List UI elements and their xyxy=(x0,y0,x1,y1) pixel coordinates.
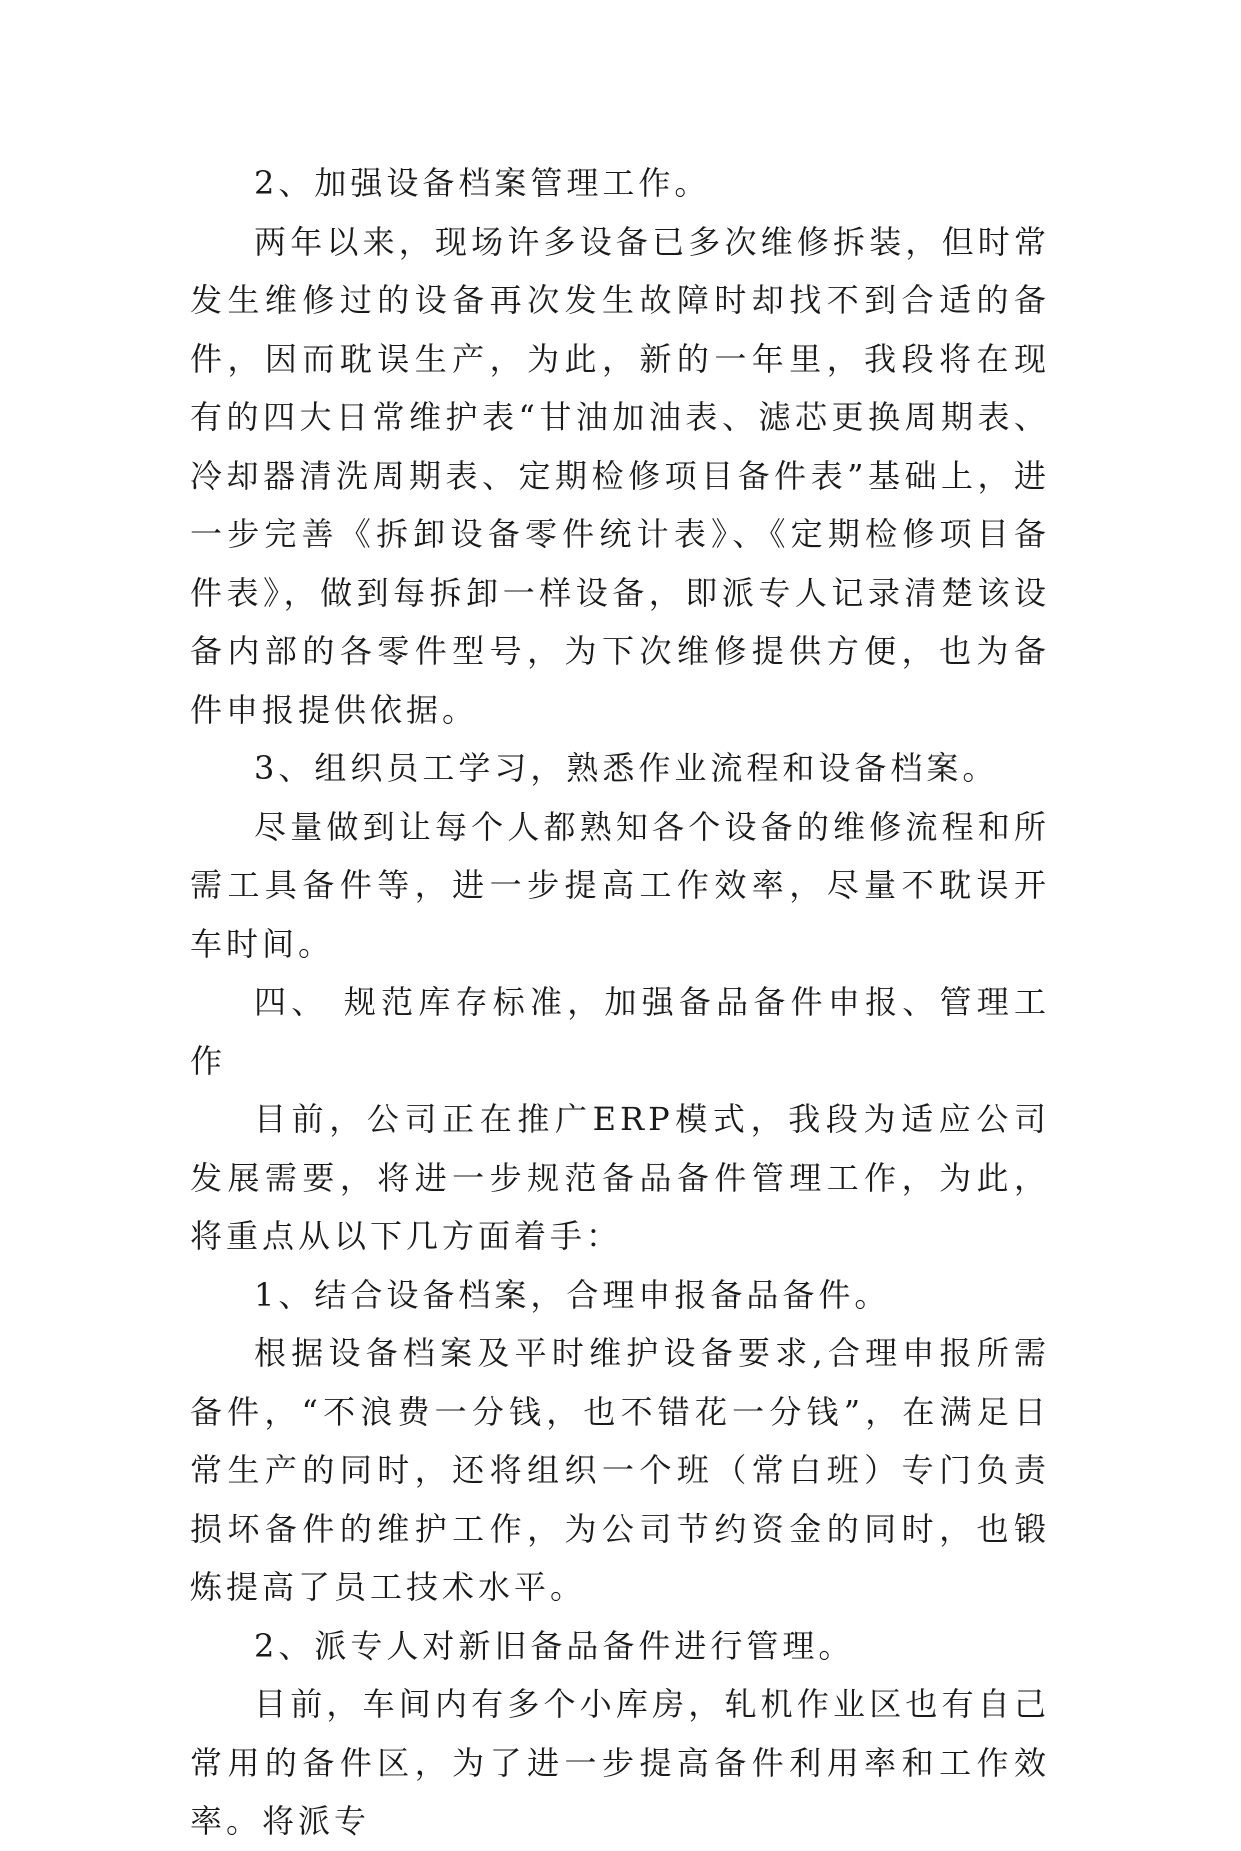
subheading-equipment-archives: 2、加强设备档案管理工作。 xyxy=(254,164,711,202)
paragraph: 目前，公司正在推广ERP模式，我段为适应公司发展需要，将进一步规范备品备件管理工作，为此，将重点从以下几方面着手： xyxy=(190,1100,1050,1255)
paragraph: 尽量做到让每个人都熟知各个设备的维修流程和所需工具备件等，进一步提高工作效率，尽量不耽误开车时间。 xyxy=(190,807,1050,963)
subheading-spare-parts-management: 2、派专人对新旧备品备件进行管理。 xyxy=(254,1626,855,1665)
document-body xyxy=(190,154,1050,1851)
subheading-spare-parts-declaration: 1、结合设备档案，合理申报备品备件。 xyxy=(254,1275,891,1314)
paragraph: 两年以来，现场许多设备已多次维修拆装，但时常发生维修过的设备再次发生故障时却找不到合适的备件，因而耽误生产，为此，新的一年里，我段将在现有的四大日常维护表“甘油加油表、滤芯更换周期表、冷却器清洗周期表、定期检修项目备件表”基础上，进一步完善《拆卸设备零件统计表》、《定期检修项目备件表》，做到每拆卸一样设备，即派专人记录清楚该设备内部的各零件型号，为下次维修提供方便，也为备件申报提供依据。 xyxy=(190,222,1050,729)
paragraph: 目前，车间内有多个小库房，轧机作业区也有自己常用的备件区，为了进一步提高备件利用率和工作效率。将派专 xyxy=(190,1685,1050,1840)
section-heading-inventory: 四、 规范库存标准，加强备品备件申报、管理工作 xyxy=(190,983,1050,1080)
subheading-staff-training: 3、组织员工学习，熟悉作业流程和设备档案。 xyxy=(254,749,999,787)
paragraph: 根据设备档案及平时维护设备要求,合理申报所需备件，“不浪费一分钱，也不错花一分钱”，在满足日常生产的同时，还将组织一个班（常白班）专门负责损坏备件的维护工作，为公司节约资金的同时，也锻炼提高了员工技术水平。 xyxy=(190,1334,1050,1606)
